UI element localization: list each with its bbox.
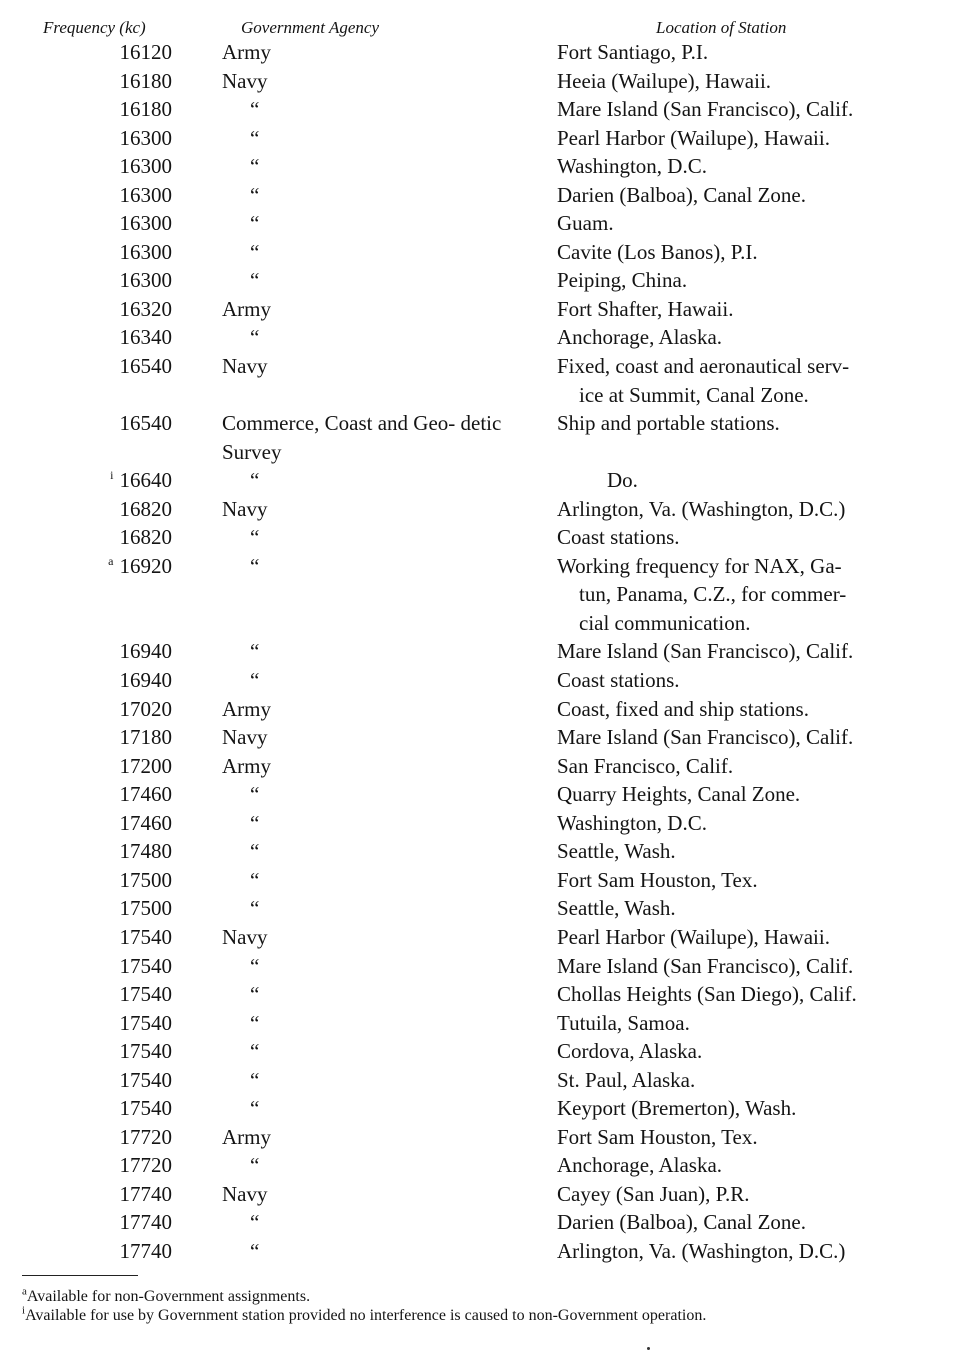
frequency-value: 16300 [119, 268, 172, 293]
frequency-value: 16540 [119, 354, 172, 379]
frequency-cell [60, 1208, 172, 1237]
agency-cell: “ [250, 1153, 260, 1178]
frequency-cell [60, 266, 172, 295]
table-row [0, 181, 962, 210]
location-cell [557, 923, 947, 952]
frequency-cell [60, 181, 172, 210]
frequency-value: 16540 [119, 411, 172, 436]
agency-cell: “ [250, 553, 260, 578]
frequency-cell [60, 637, 172, 666]
frequency-table [0, 38, 962, 1266]
table-row [0, 552, 962, 638]
frequency-cell [60, 409, 172, 438]
frequency-value: 17540 [119, 953, 172, 978]
frequency-value: 16180 [119, 97, 172, 122]
agency-cell: “ [250, 782, 260, 807]
location-cell [557, 1237, 947, 1266]
frequency-cell [60, 980, 172, 1009]
agency-column-header: Government Agency [241, 18, 379, 37]
location-line: Keyport (Bremerton), Wash. [557, 1096, 797, 1121]
frequency-value: 16300 [119, 154, 172, 179]
footnote-mark: a [22, 1285, 27, 1298]
frequency-value: 16340 [119, 325, 172, 350]
frequency-cell [60, 695, 172, 724]
location-line: cial communication. [579, 610, 751, 635]
footnote-mark: i [22, 1304, 26, 1317]
agency-cell: “ [250, 268, 260, 293]
location-line: Coast stations. [557, 525, 680, 550]
location-cell [557, 495, 947, 524]
location-line: Mare Island (San Francisco), Calif. [557, 725, 854, 750]
frequency-cell [60, 466, 172, 495]
agency-cell: “ [250, 525, 260, 550]
frequency-cell [60, 523, 172, 552]
location-line: Cayey (San Juan), P.R. [557, 1181, 750, 1206]
frequency-cell [60, 1009, 172, 1038]
frequency-cell [60, 1066, 172, 1095]
table-row [0, 666, 962, 695]
location-line: Coast, fixed and ship stations. [557, 696, 809, 721]
location-cell [557, 666, 947, 695]
location-line: Cavite (Los Banos), P.I. [557, 239, 758, 264]
table-row [0, 837, 962, 866]
table-row [0, 1094, 962, 1123]
location-line: Tutuila, Samoa. [557, 1010, 690, 1035]
location-cell [557, 552, 947, 638]
print-speck [647, 1347, 650, 1350]
location-cell [557, 466, 947, 495]
footnote-i [22, 1306, 947, 1325]
location-cell [557, 695, 947, 724]
table-row [0, 695, 962, 724]
table-row [0, 866, 962, 895]
frequency-value: 16320 [119, 296, 172, 321]
table-row [0, 238, 962, 267]
table-row [0, 124, 962, 153]
location-cell [557, 1151, 947, 1180]
location-cell [557, 637, 947, 666]
location-cell [557, 1066, 947, 1095]
agency-cell: “ [250, 1238, 260, 1263]
frequency-cell [60, 780, 172, 809]
table-row [0, 723, 962, 752]
location-line: Fort Santiago, P.I. [557, 40, 709, 64]
location-line: Arlington, Va. (Washington, D.C.) [557, 496, 846, 521]
frequency-cell [60, 152, 172, 181]
table-row [0, 1208, 962, 1237]
frequency-value: 16820 [119, 496, 172, 521]
frequency-value: 17480 [119, 839, 172, 864]
table-row [0, 1037, 962, 1066]
agency-cell: “ [250, 211, 260, 236]
frequency-value: 17740 [119, 1238, 172, 1263]
frequency-cell [60, 238, 172, 267]
location-line: Pearl Harbor (Wailupe), Hawaii. [557, 125, 830, 150]
table-row [0, 466, 962, 495]
location-cell [557, 894, 947, 923]
frequency-value: 16640 [119, 468, 172, 493]
location-line: Working frequency for NAX, Ga- [557, 553, 842, 578]
agency-cell: “ [250, 97, 260, 122]
location-line: Seattle, Wash. [557, 896, 676, 921]
table-row [0, 1123, 962, 1152]
agency-cell: “ [250, 125, 260, 150]
agency-cell: Navy [222, 354, 268, 379]
agency-cell: “ [250, 1067, 260, 1092]
frequency-cell [60, 1151, 172, 1180]
frequency-value: 16940 [119, 668, 172, 693]
location-cell [557, 523, 947, 552]
frequency-cell [60, 923, 172, 952]
location-line: Ship and portable stations. [557, 411, 780, 436]
table-row [0, 923, 962, 952]
location-cell [557, 181, 947, 210]
location-cell [557, 866, 947, 895]
location-line: Cordova, Alaska. [557, 1039, 703, 1064]
agency-cell: Navy [222, 1181, 268, 1206]
frequency-value: 16180 [119, 68, 172, 93]
table-row [0, 209, 962, 238]
agency-cell: Navy [222, 725, 268, 750]
location-line: Seattle, Wash. [557, 839, 676, 864]
agency-cell: Navy [222, 924, 268, 949]
frequency-cell [60, 752, 172, 781]
frequency-value: 16120 [119, 40, 172, 64]
location-line: Pearl Harbor (Wailupe), Hawaii. [557, 924, 830, 949]
location-line: Do. [607, 468, 638, 493]
location-cell [557, 1009, 947, 1038]
location-cell [557, 723, 947, 752]
location-line: Fort Shafter, Hawaii. [557, 296, 734, 321]
frequency-cell [60, 552, 172, 581]
frequency-cell [60, 1123, 172, 1152]
frequency-cell [60, 952, 172, 981]
location-cell [557, 323, 947, 352]
agency-cell: Army [222, 696, 271, 721]
frequency-value: 17200 [119, 753, 172, 778]
agency-cell: “ [250, 239, 260, 264]
frequency-cell [60, 1037, 172, 1066]
location-line: Heeia (Wailupe), Hawaii. [557, 68, 772, 93]
location-cell [557, 295, 947, 324]
frequency-value: 17540 [119, 924, 172, 949]
agency-cell: “ [250, 154, 260, 179]
location-cell [557, 1037, 947, 1066]
table-row [0, 637, 962, 666]
location-line: Chollas Heights (San Diego), Calif. [557, 982, 857, 1007]
frequency-cell [60, 809, 172, 838]
frequency-value: 16300 [119, 125, 172, 150]
location-cell [557, 752, 947, 781]
agency-cell: “ [250, 325, 260, 350]
footnotes [22, 1287, 947, 1325]
location-cell [557, 1123, 947, 1152]
agency-cell: Army [222, 753, 271, 778]
table-row [0, 894, 962, 923]
frequency-cell [60, 95, 172, 124]
agency-cell: “ [250, 867, 260, 892]
footnote-a [22, 1287, 947, 1306]
agency-cell: “ [250, 639, 260, 664]
frequency-value: 16300 [119, 211, 172, 236]
location-line: Coast stations. [557, 668, 680, 693]
location-line: Darien (Balboa), Canal Zone. [557, 1210, 806, 1235]
frequency-value: 16940 [119, 639, 172, 664]
location-line: Guam. [557, 211, 614, 236]
table-row [0, 809, 962, 838]
frequency-value: 17180 [119, 725, 172, 750]
agency-cell: “ [250, 839, 260, 864]
location-cell [557, 238, 947, 267]
frequency-cell [60, 666, 172, 695]
frequency-value: 17540 [119, 1039, 172, 1064]
frequency-value: 17500 [119, 896, 172, 921]
table-row [0, 38, 962, 67]
location-line: Fixed, coast and aeronautical serv- [557, 354, 850, 379]
location-line: Mare Island (San Francisco), Calif. [557, 953, 854, 978]
frequency-value: 16300 [119, 182, 172, 207]
location-cell [557, 809, 947, 838]
frequency-cell [60, 837, 172, 866]
agency-cell: “ [250, 1039, 260, 1064]
location-cell [557, 352, 947, 409]
agency-cell: “ [250, 1096, 260, 1121]
location-line: tun, Panama, C.Z., for commer- [579, 582, 847, 607]
frequency-column-header: Frequency (kc) [43, 18, 146, 37]
location-cell [557, 1208, 947, 1237]
table-row [0, 352, 962, 409]
agency-cell: Navy [222, 496, 268, 521]
frequency-value: 17740 [119, 1210, 172, 1235]
agency-cell: “ [250, 982, 260, 1007]
frequency-value: 17720 [119, 1153, 172, 1178]
table-row [0, 495, 962, 524]
location-line: Darien (Balboa), Canal Zone. [557, 182, 806, 207]
location-line: Mare Island (San Francisco), Calif. [557, 639, 854, 664]
frequency-cell [60, 1180, 172, 1209]
location-line: Arlington, Va. (Washington, D.C.) [557, 1238, 846, 1263]
footnote-rule [22, 1275, 138, 1276]
table-row [0, 1151, 962, 1180]
frequency-cell [60, 1094, 172, 1123]
agency-cell: “ [250, 810, 260, 835]
table-row [0, 980, 962, 1009]
frequency-value: 16820 [119, 525, 172, 550]
location-line: Anchorage, Alaska. [557, 1153, 723, 1178]
frequency-value: 16300 [119, 239, 172, 264]
agency-cell: Navy [222, 68, 268, 93]
agency-cell: Army [222, 296, 271, 321]
agency-cell: “ [250, 1010, 260, 1035]
frequency-cell [60, 894, 172, 923]
frequency-value: 17460 [119, 810, 172, 835]
frequency-cell [60, 723, 172, 752]
location-cell [557, 837, 947, 866]
table-header [0, 14, 962, 40]
agency-cell: Commerce, Coast and Geo- detic Survey [222, 411, 502, 464]
table-row [0, 1066, 962, 1095]
location-cell [557, 95, 947, 124]
frequency-value: 17540 [119, 982, 172, 1007]
frequency-cell [60, 1237, 172, 1266]
location-line: Mare Island (San Francisco), Calif. [557, 97, 854, 122]
table-row [0, 780, 962, 809]
location-cell [557, 1180, 947, 1209]
frequency-cell [60, 866, 172, 895]
agency-cell: “ [250, 896, 260, 921]
location-line: San Francisco, Calif. [557, 753, 734, 778]
agency-cell: Army [222, 40, 271, 64]
location-cell [557, 38, 947, 67]
location-line: Washington, D.C. [557, 154, 707, 179]
table-row [0, 752, 962, 781]
location-cell [557, 209, 947, 238]
location-line: Peiping, China. [557, 268, 688, 293]
frequency-value: 16920 [119, 553, 172, 578]
location-cell [557, 952, 947, 981]
location-line: Fort Sam Houston, Tex. [557, 867, 758, 892]
table-row [0, 1237, 962, 1266]
location-column-header: Location of Station [656, 18, 787, 37]
location-cell [557, 152, 947, 181]
agency-cell: “ [250, 182, 260, 207]
frequency-value: 17540 [119, 1010, 172, 1035]
table-row [0, 1180, 962, 1209]
location-cell [557, 266, 947, 295]
location-line: Quarry Heights, Canal Zone. [557, 782, 801, 807]
location-line: St. Paul, Alaska. [557, 1067, 696, 1092]
location-cell [557, 780, 947, 809]
agency-cell: “ [250, 953, 260, 978]
frequency-value: 17020 [119, 696, 172, 721]
table-row [0, 409, 962, 466]
table-row [0, 952, 962, 981]
frequency-value: 17720 [119, 1124, 172, 1149]
table-row [0, 323, 962, 352]
frequency-cell [60, 323, 172, 352]
agency-cell: “ [250, 1210, 260, 1235]
frequency-value: 17740 [119, 1181, 172, 1206]
table-row [0, 67, 962, 96]
location-cell [557, 124, 947, 153]
table-row [0, 266, 962, 295]
table-row [0, 152, 962, 181]
location-line: Fort Sam Houston, Tex. [557, 1124, 758, 1149]
agency-cell: “ [250, 468, 260, 493]
frequency-cell [60, 495, 172, 524]
table-row [0, 295, 962, 324]
footnote-text: Available for non-Government assignments. [26, 1288, 311, 1305]
location-cell [557, 409, 947, 438]
frequency-value: 17460 [119, 782, 172, 807]
frequency-cell [60, 124, 172, 153]
agency-cell: “ [250, 668, 260, 693]
frequency-value: 17540 [119, 1096, 172, 1121]
frequency-value: 17500 [119, 867, 172, 892]
footnote-text: Available for use by Government station provided no interference is caused to non-Government operation. [25, 1307, 707, 1324]
footnote-mark: a [108, 553, 114, 568]
frequency-cell [60, 38, 172, 67]
frequency-value: 17540 [119, 1067, 172, 1092]
location-cell [557, 980, 947, 1009]
table-row [0, 95, 962, 124]
location-cell [557, 1094, 947, 1123]
table-row [0, 523, 962, 552]
location-line: ice at Summit, Canal Zone. [579, 382, 809, 407]
frequency-cell [60, 209, 172, 238]
location-line: Washington, D.C. [557, 810, 707, 835]
location-line: Anchorage, Alaska. [557, 325, 723, 350]
frequency-cell [60, 295, 172, 324]
frequency-cell [60, 352, 172, 381]
agency-cell: Army [222, 1124, 271, 1149]
location-cell [557, 67, 947, 96]
table-row [0, 1009, 962, 1038]
frequency-cell [60, 67, 172, 96]
footnote-mark: i [110, 468, 114, 483]
